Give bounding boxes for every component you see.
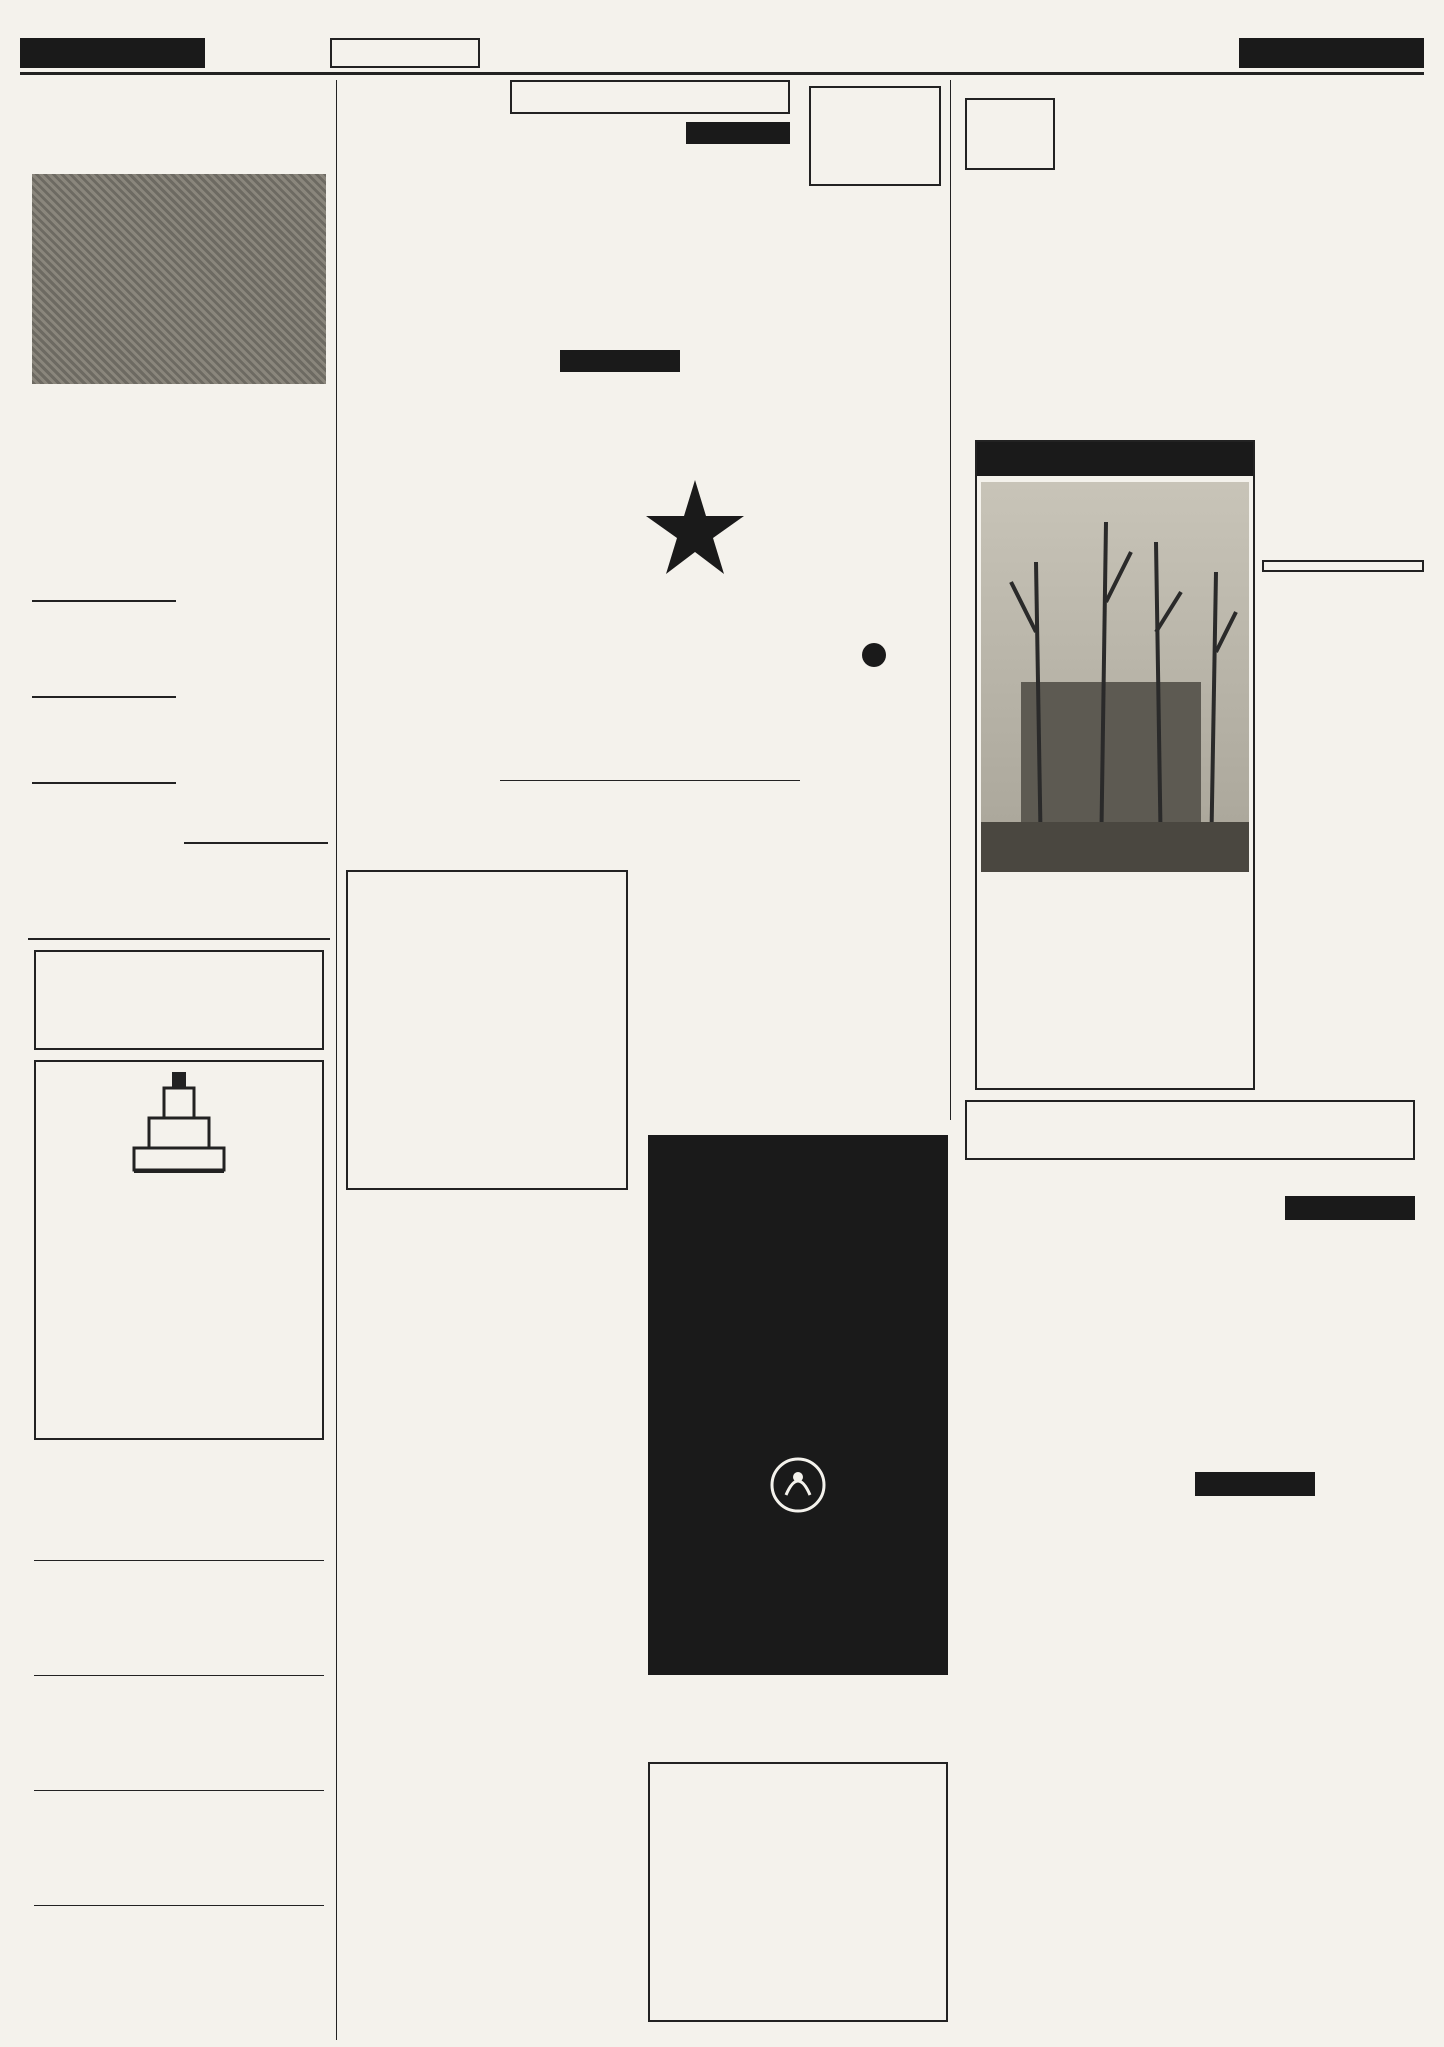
horoscope-title	[660, 514, 730, 554]
prev-special-label	[959, 1924, 1099, 1940]
hearing-notice	[346, 1410, 636, 1580]
note-body-1	[32, 604, 176, 694]
logo-text	[138, 1152, 220, 1168]
radio-dot-icon	[859, 640, 889, 670]
lead-story	[955, 80, 1425, 440]
note-title-1	[32, 600, 176, 602]
auction-ad	[640, 958, 800, 1138]
kalardasht-ad	[34, 950, 324, 1050]
trees-caption	[981, 880, 1249, 1086]
crossword-title	[965, 1100, 1415, 1160]
crossword-grid	[981, 1210, 1215, 1444]
legal-notice	[34, 1680, 324, 1791]
municipality-ad	[648, 1762, 948, 2022]
saadi-publisher	[648, 1559, 948, 1579]
section-label-right	[1239, 38, 1424, 68]
notes-column	[32, 600, 176, 930]
date-line	[490, 42, 920, 66]
horoscope	[590, 478, 800, 798]
hearing-body	[346, 1410, 636, 1520]
tv-channel-am	[560, 350, 680, 372]
saadi-series	[648, 1527, 948, 1555]
saadi-below	[648, 1680, 948, 1750]
university-logo	[114, 1068, 244, 1178]
forty-years-caption	[32, 390, 326, 490]
tv-channel-am-list	[560, 376, 680, 460]
forty-years-headline	[28, 122, 330, 170]
legal-notice	[34, 1795, 324, 1906]
crossword-across-label	[1225, 1250, 1415, 1268]
column-forty-years	[28, 80, 330, 2040]
trees-title	[977, 442, 1253, 476]
legal-notice	[34, 1450, 324, 1561]
saadi-reader	[648, 1397, 948, 1419]
saadi-big	[648, 1235, 948, 1385]
book-title	[1262, 560, 1424, 572]
radio-voice-body	[809, 742, 941, 1112]
page-header	[20, 34, 1424, 76]
forty-years-photo	[32, 174, 326, 384]
trees-photo	[981, 482, 1249, 872]
legal-notices	[34, 1450, 324, 2030]
note-title-4	[184, 842, 328, 844]
section-label-left	[20, 38, 205, 68]
auction-body	[640, 958, 800, 1088]
lead-author	[965, 416, 1085, 434]
page-number	[330, 38, 480, 68]
trees-story	[975, 440, 1255, 1090]
crossword-regular-number	[1255, 1224, 1415, 1246]
note-body-4	[184, 846, 328, 906]
kanoon-logo-icon	[768, 1455, 828, 1515]
note-body-2	[32, 700, 176, 780]
ballet-title	[809, 86, 941, 186]
lorestan-letter	[500, 780, 800, 950]
tv-channel-2	[500, 478, 590, 798]
congrats-text	[346, 1297, 628, 1343]
employment-ad	[34, 1060, 324, 1440]
book-body	[1262, 578, 1424, 1018]
horoscope-list	[590, 594, 800, 794]
crossword-special-number	[985, 1472, 1185, 1492]
forty-years-kicker	[28, 80, 330, 120]
tv-program	[500, 80, 800, 460]
legal-notice	[34, 1910, 324, 2020]
crossword-section	[955, 1100, 1425, 2040]
radio-voice-title	[809, 676, 941, 736]
lead-headline	[1065, 88, 1425, 178]
congrats-text	[346, 1205, 628, 1251]
crossword-special-label	[1195, 1472, 1315, 1496]
tv-channel-mid-list	[560, 122, 680, 362]
employment-body	[42, 1178, 316, 1368]
book-review	[1262, 560, 1424, 1120]
congrats-text	[346, 1251, 628, 1297]
municipality-body	[656, 1770, 940, 1950]
lorestan-body	[500, 783, 800, 929]
tv-channel-1-list	[686, 148, 790, 448]
apprentice-ad	[346, 1590, 636, 2030]
saadi-title	[648, 1159, 948, 1219]
crossword-designer	[965, 1168, 1415, 1186]
note-title-2	[32, 696, 176, 698]
note-body-3	[32, 786, 176, 846]
prev-special-grid	[965, 1942, 1095, 2032]
crossword-regular-label	[1285, 1196, 1415, 1220]
ballet-column	[805, 80, 945, 1120]
lead-body	[959, 186, 1421, 430]
prev-regular-label	[1105, 1924, 1265, 1940]
saadi-poster	[648, 1135, 948, 1675]
lead-kicker	[965, 98, 1055, 170]
crossword-grid-regular	[959, 1192, 1215, 1468]
note-title-3	[32, 782, 176, 784]
lorestan-title	[500, 780, 800, 781]
saadi-price	[648, 1587, 948, 1607]
prev-regular-grid	[1111, 1942, 1261, 2032]
legal-notice	[34, 1565, 324, 1676]
forty-years-body-cont	[184, 600, 328, 840]
tv-channel-1	[686, 122, 790, 144]
crossword-special-clues	[959, 1504, 1415, 1924]
tv-title	[510, 80, 790, 114]
apprentice-body	[346, 1590, 636, 1990]
notes-column-b	[184, 600, 328, 930]
horoscope-star-badge	[640, 478, 750, 588]
ballet-body	[809, 194, 941, 694]
